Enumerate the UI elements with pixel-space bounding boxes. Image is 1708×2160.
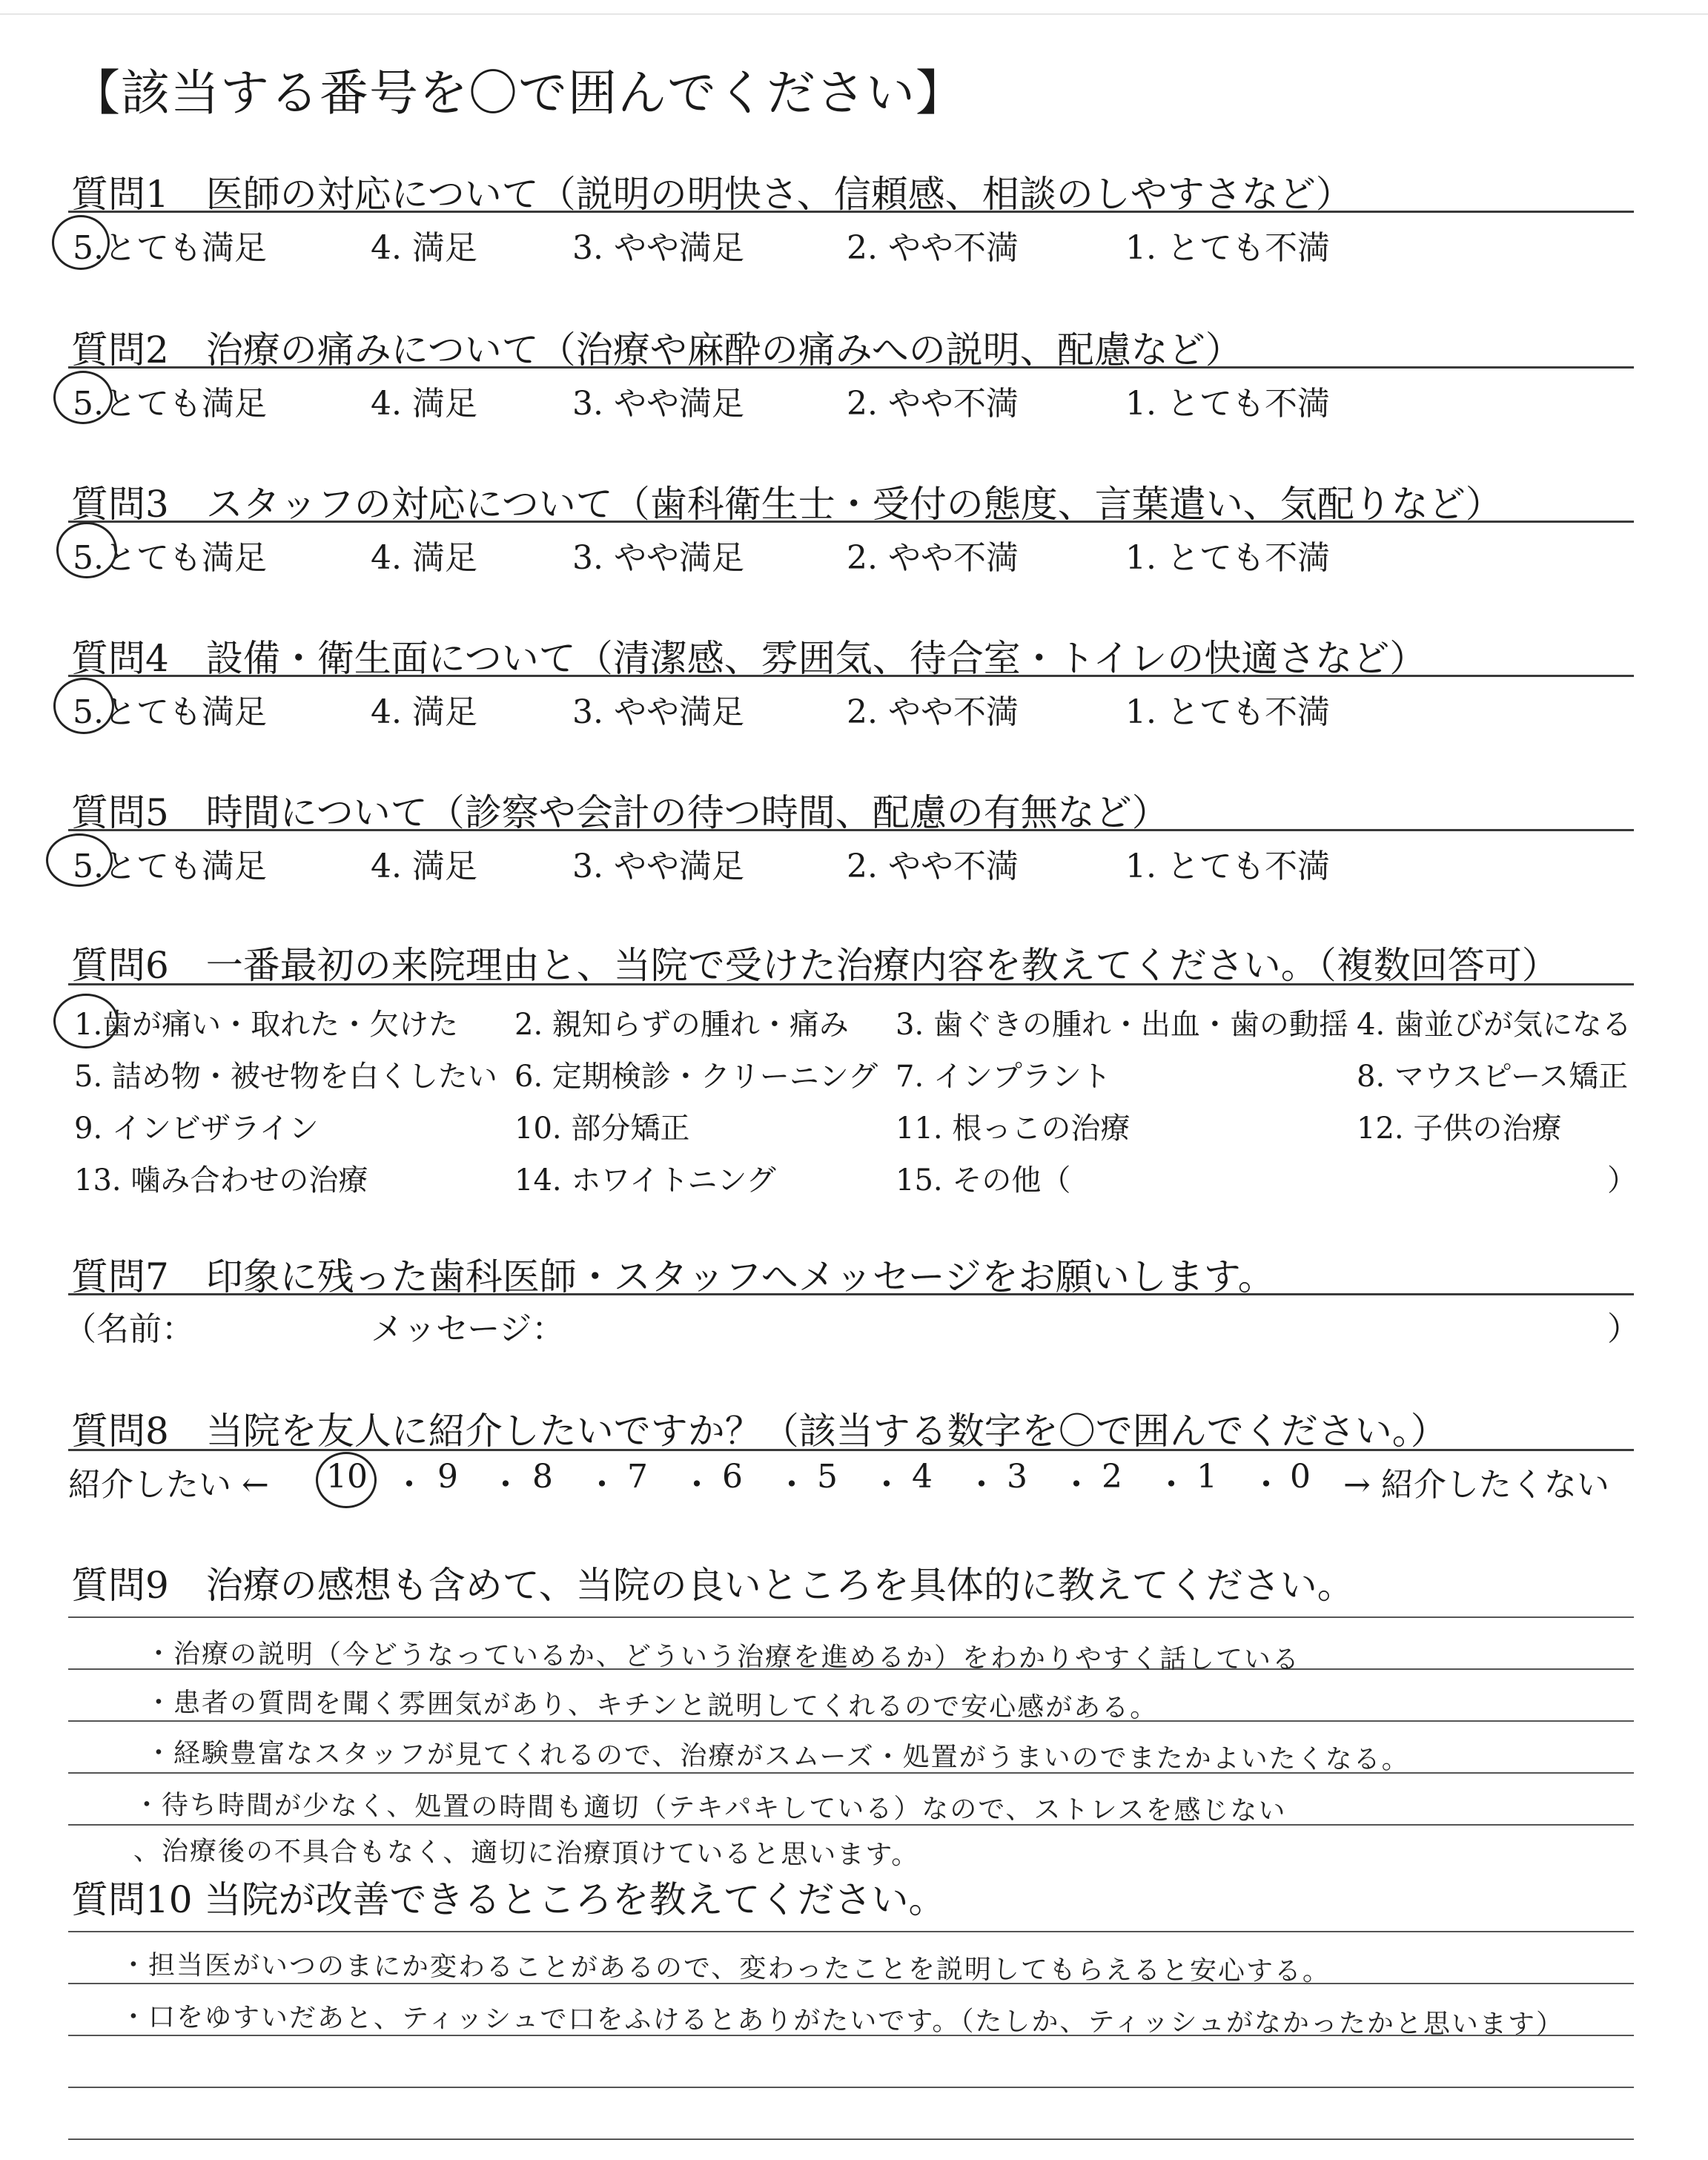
option-2[interactable]: 2. やや不満	[847, 539, 1019, 577]
scale-separator: ・	[870, 1466, 903, 1504]
scale-6[interactable]: 6	[722, 1458, 743, 1496]
option-13[interactable]: 13. 噛み合わせの治療	[74, 1163, 368, 1198]
handwritten-answer: ・待ち時間が少なく、処置の時間も適切（テキパキしている）なので、ストレスを感じない	[133, 1790, 1287, 1827]
handwritten-answer: ・治療の説明（今どうなっているか、どういう治療を進めるか）をわかりやすく話している	[145, 1639, 1301, 1676]
answer-line	[68, 2138, 1634, 2140]
scale-0[interactable]: 0	[1290, 1458, 1311, 1496]
option-3[interactable]: 3. やや満足	[572, 539, 744, 577]
scale-3[interactable]: 3	[1007, 1458, 1027, 1496]
question-title: 質問8 当院を友人に紹介したいですか？（該当する数字を〇で囲んでください。）	[71, 1410, 1448, 1453]
option-3[interactable]: 3. やや満足	[572, 385, 744, 423]
option-4[interactable]: 4. 満足	[371, 229, 477, 267]
page-edge	[0, 13, 1708, 15]
option-1[interactable]: 1. とても不満	[1125, 693, 1330, 731]
selection-circle	[56, 522, 117, 578]
question-title: 質問5 時間について（診察や会計の待つ時間、配慮の有無など）	[71, 791, 1169, 834]
scale-10[interactable]: 10	[326, 1458, 368, 1496]
scale-separator: ・	[965, 1466, 998, 1504]
handwritten-answer: 、治療後の不具合もなく、適切に治療頂けていると思います。	[133, 1836, 920, 1871]
scale-1[interactable]: 1	[1196, 1458, 1217, 1496]
option-8[interactable]: 8. マウスピース矯正	[1357, 1060, 1629, 1094]
option-2[interactable]: 2. やや不満	[847, 385, 1019, 423]
option-9[interactable]: 9. インビザライン	[74, 1112, 319, 1146]
divider	[68, 675, 1634, 677]
option-3[interactable]: 3. やや満足	[572, 848, 744, 885]
selection-circle	[316, 1452, 377, 1508]
scale-2[interactable]: 2	[1102, 1458, 1122, 1496]
option-2[interactable]: 2. 親知らずの腫れ・痛み	[514, 1008, 849, 1042]
divider	[68, 211, 1634, 213]
option-2[interactable]: 2. やや不満	[847, 229, 1019, 267]
option-2[interactable]: 2. やや不満	[847, 693, 1019, 731]
option-7[interactable]: 7. インプラント	[896, 1060, 1111, 1094]
handwritten-answer: ・口をゆすいだあと、ティッシュで口をふけるとありがたいです。（たしか、ティッシュがなかったかと思います）	[119, 2002, 1564, 2041]
handwritten-answer: ・担当医がいつのまにか変わることがあるので、変わったことを説明してもらえると安心する。	[119, 1950, 1331, 1987]
selection-circle	[52, 215, 110, 270]
option-1[interactable]: 1. とても不満	[1125, 229, 1330, 267]
option-1[interactable]: 1.歯が痛い・取れた・欠けた	[74, 1008, 459, 1042]
option-4[interactable]: 4. 歯並びが気になる	[1357, 1008, 1632, 1042]
question-title: 質問6 一番最初の来院理由と、当院で受けた治療内容を教えてください。（複数回答可）	[71, 944, 1559, 987]
recommend-left-label: 紹介したい ←	[68, 1466, 269, 1504]
scale-separator: ・	[393, 1466, 426, 1504]
question-title: 質問2 治療の痛みについて（治療や麻酔の痛みへの説明、配慮など）	[71, 328, 1242, 371]
option-1[interactable]: 1. とても不満	[1125, 385, 1330, 423]
option-14[interactable]: 14. ホワイトニング	[514, 1163, 776, 1198]
option-3[interactable]: 3. やや満足	[572, 693, 744, 731]
option-4[interactable]: 4. 満足	[371, 693, 477, 731]
option-6[interactable]: 6. 定期検診・クリーニング	[514, 1060, 878, 1094]
message-label: メッセージ：	[371, 1310, 565, 1348]
option-1[interactable]: 1. とても不満	[1125, 539, 1330, 577]
option-5[interactable]: 5.とても満足	[73, 848, 267, 885]
option-10[interactable]: 10. 部分矯正	[514, 1112, 690, 1146]
selection-circle	[53, 994, 119, 1048]
divider	[68, 829, 1634, 831]
option-4[interactable]: 4. 満足	[371, 848, 477, 885]
option-2[interactable]: 2. やや不満	[847, 848, 1019, 885]
option-5[interactable]: 5.とても満足	[73, 229, 267, 267]
scale-separator: ・	[1155, 1466, 1188, 1504]
question-title: 質問3 スタッフの対応について（歯科衛生士・受付の態度、言葉遣い、気配りなど）	[71, 483, 1503, 526]
scale-separator: ・	[775, 1466, 808, 1504]
scale-separator: ・	[489, 1466, 522, 1504]
option-12[interactable]: 12. 子供の治療	[1357, 1112, 1562, 1146]
question-title: 質問9 治療の感想も含めて、当院の良いところを具体的に教えてください。	[71, 1564, 1354, 1607]
option-5[interactable]: 5.とても満足	[73, 385, 267, 423]
answer-line	[68, 1616, 1634, 1618]
option-3[interactable]: 3. 歯ぐきの腫れ・出血・歯の動揺	[896, 1008, 1348, 1042]
answer-line	[68, 1931, 1634, 1932]
selection-circle	[53, 371, 113, 424]
option-11[interactable]: 11. 根っこの治療	[896, 1112, 1131, 1146]
scale-separator: ・	[681, 1466, 713, 1504]
option-5[interactable]: 5.とても満足	[73, 539, 267, 577]
scale-4[interactable]: 4	[912, 1458, 933, 1496]
scale-9[interactable]: 9	[437, 1458, 458, 1496]
option-4[interactable]: 4. 満足	[371, 385, 477, 423]
question-title: 質問1 医師の対応について（説明の明快さ、信頼感、相談のしやすさなど）	[71, 173, 1353, 216]
handwritten-answer: ・経験豊富なスタッフが見てくれるので、治療がスムーズ・処置がうまいのでまたかよいたくなる。	[145, 1738, 1410, 1775]
option-5[interactable]: 5. 詰め物・被せ物を白くしたい	[74, 1060, 497, 1094]
divider	[68, 983, 1634, 985]
option-1[interactable]: 1. とても不満	[1125, 848, 1330, 885]
divider	[68, 1449, 1634, 1451]
other-close-paren: ）	[1607, 1163, 1637, 1198]
handwritten-answer: ・患者の質問を聞く雰囲気があり、キチンと説明してくれるので安心感がある。	[145, 1688, 1159, 1724]
scale-7[interactable]: 7	[627, 1458, 648, 1496]
selection-circle	[53, 678, 114, 734]
scale-separator: ・	[586, 1466, 618, 1504]
recommend-right-label: → 紹介したくない	[1343, 1466, 1609, 1504]
question-title: 質問7 印象に残った歯科医師・スタッフへメッセージをお願いします。	[71, 1255, 1275, 1298]
scale-separator: ・	[1060, 1466, 1093, 1504]
divider	[68, 521, 1634, 523]
divider	[68, 366, 1634, 369]
scale-5[interactable]: 5	[817, 1458, 838, 1496]
answer-line	[68, 2087, 1634, 2088]
page-title: 【該当する番号を〇で囲んでください】	[71, 65, 965, 122]
option-3[interactable]: 3. やや満足	[572, 229, 744, 267]
scale-separator: ・	[1250, 1466, 1282, 1504]
question-title: 質問10 当院が改善できるところを教えてください。	[71, 1878, 946, 1921]
question-title: 質問4 設備・衛生面について（清潔感、雰囲気、待合室・トイレの快適さなど）	[71, 637, 1427, 680]
option-4[interactable]: 4. 満足	[371, 539, 477, 577]
divider	[68, 1293, 1634, 1295]
selection-circle	[46, 833, 113, 887]
scale-8[interactable]: 8	[532, 1458, 553, 1496]
message-close-paren: ）	[1607, 1310, 1640, 1348]
name-label: （名前：	[64, 1310, 194, 1348]
option-15[interactable]: 15. その他（	[896, 1163, 1071, 1198]
option-5[interactable]: 5.とても満足	[73, 693, 267, 731]
